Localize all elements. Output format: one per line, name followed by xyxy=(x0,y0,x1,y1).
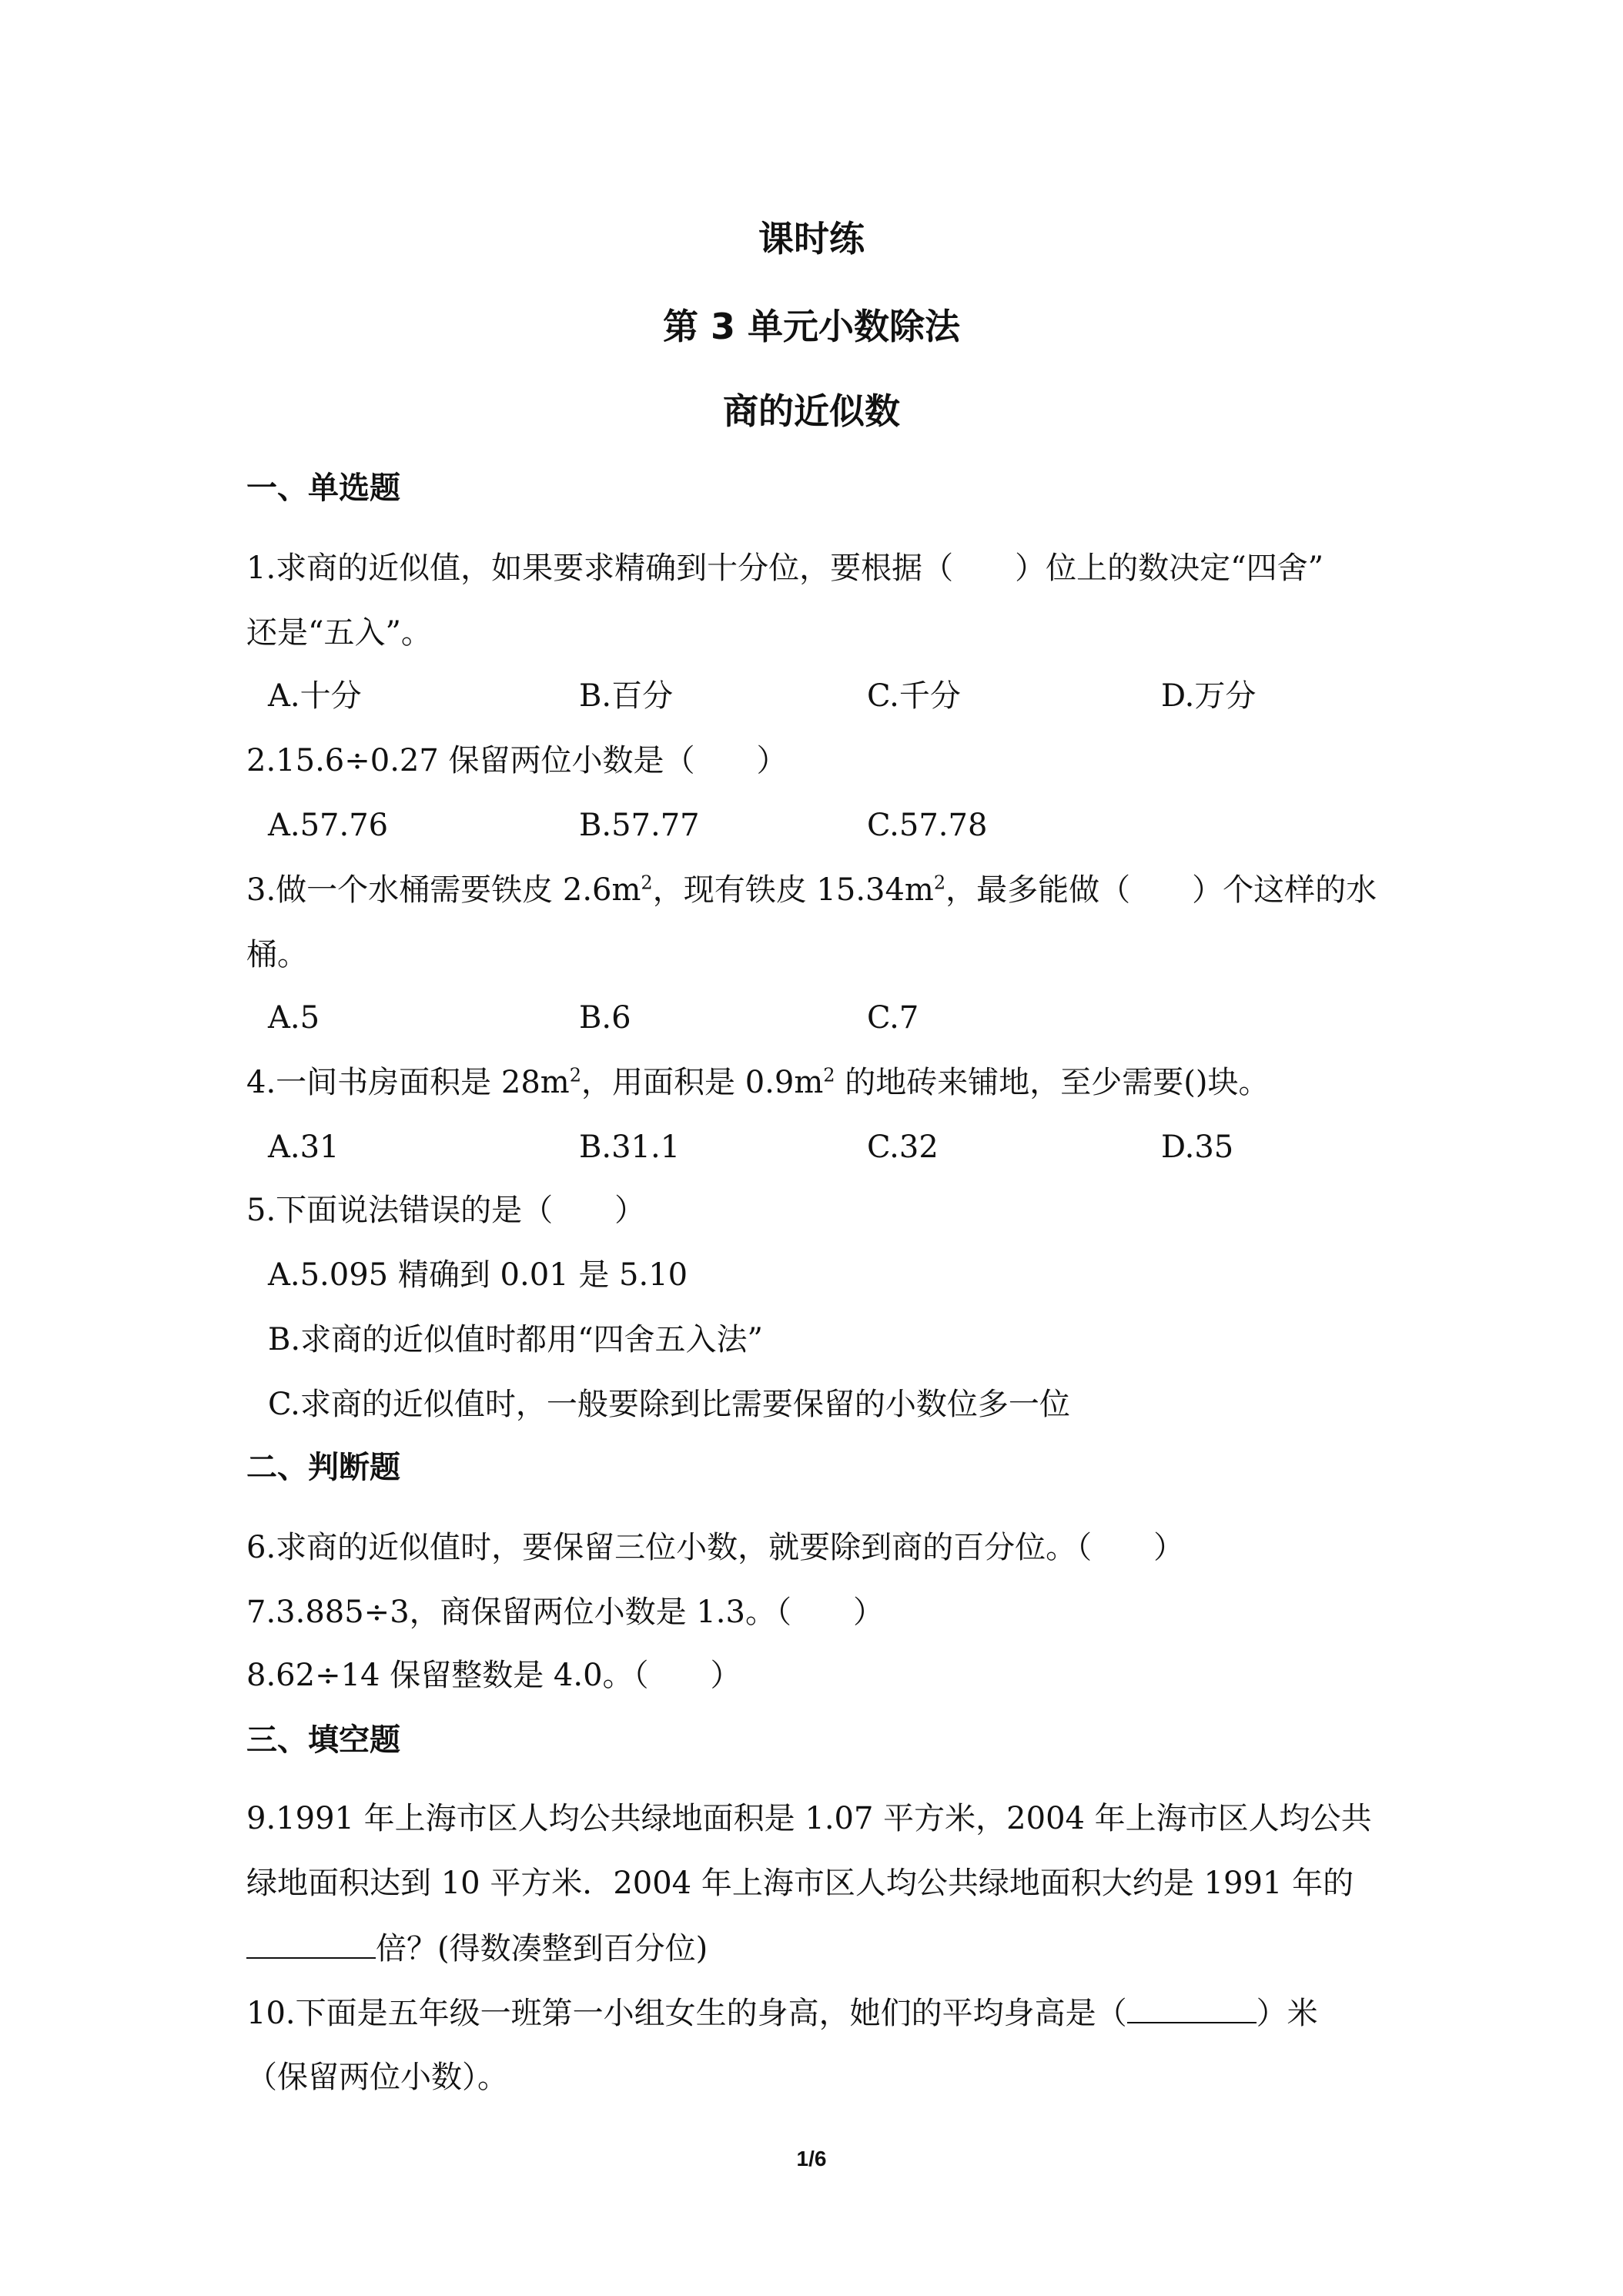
option-d[interactable]: D.万分 xyxy=(1161,678,1257,714)
question-3-line-2: 桶。 xyxy=(246,937,308,972)
option-b[interactable]: B.57.77 xyxy=(579,808,700,843)
answer-blank[interactable] xyxy=(1127,1991,1257,2023)
option-b[interactable]: B.6 xyxy=(579,1000,631,1036)
option-d[interactable]: D.35 xyxy=(1161,1130,1234,1165)
question-10-line-1: 10.下面是五年级一班第一小组女生的身高，她们的平均身高是（ ）米 xyxy=(246,1991,1318,2035)
option-c[interactable]: C.57.78 xyxy=(867,808,988,843)
question-6: 6.求商的近似值时，要保留三位小数，就要除到商的百分位。（ ） xyxy=(246,1530,1185,1565)
question-1-line-2: 还是“五入”。 xyxy=(246,615,432,651)
question-8: 8.62÷14 保留整数是 4.0。（ ） xyxy=(246,1658,741,1693)
question-9-line-1: 9.1991 年上海市区人均公共绿地面积是 1.07 平方米，2004 年上海市区人均公共 xyxy=(246,1801,1372,1836)
question-4-options xyxy=(268,1126,1423,1169)
option-b[interactable]: B.求商的近似值时都用“四舍五入法” xyxy=(268,1322,764,1357)
option-a[interactable]: A.5.095 精确到 0.01 是 5.10 xyxy=(268,1257,688,1293)
option-c[interactable]: C.千分 xyxy=(867,678,961,714)
section-single-choice: 一、单选题 xyxy=(246,470,400,506)
page-number: 1/6 xyxy=(796,2147,827,2170)
question-2: 2.15.6÷0.27 保留两位小数是（ ） xyxy=(246,743,788,778)
question-3-line-1: 3.做一个水桶需要铁皮 $2.6m^2$，现有铁皮 $15.34m^2$，最多能做（ ）个这样的水 xyxy=(246,872,1377,908)
option-a[interactable]: A.57.76 xyxy=(268,808,389,843)
section-fill-blank: 三、填空题 xyxy=(246,1722,400,1758)
option-b[interactable]: B.百分 xyxy=(579,678,674,714)
option-a[interactable]: A.31 xyxy=(268,1130,340,1165)
lesson-title: 商的近似数 xyxy=(723,390,900,432)
question-5: 5.下面说法错误的是（ ） xyxy=(246,1193,646,1228)
question-7: 7.3.885÷3，商保留两位小数是 1.3。（ ） xyxy=(246,1595,884,1630)
question-9-line-3: 倍？(得数凑整到百分位) xyxy=(246,1926,708,1970)
option-c[interactable]: C.32 xyxy=(867,1130,939,1165)
question-4: 4.一间书房面积是 $28m^2$，用面积是 $0.9m^2$ 的地砖来铺地，至少需要()块。 xyxy=(246,1064,1270,1100)
option-c[interactable]: C.求商的近似值时，一般要除到比需要保留的小数位多一位 xyxy=(268,1387,1070,1422)
question-3-options xyxy=(268,996,1423,1039)
unit-title: 第 3 单元小数除法 xyxy=(662,306,961,347)
option-b[interactable]: B.31.1 xyxy=(579,1130,681,1165)
answer-blank[interactable] xyxy=(246,1926,376,1959)
option-c[interactable]: C.7 xyxy=(867,1000,919,1036)
question-2-options xyxy=(268,804,1423,847)
question-10-line-2: （保留两位小数）。 xyxy=(246,2060,508,2095)
option-a[interactable]: A.十分 xyxy=(268,678,362,714)
question-1-line-1: 1.求商的近似值，如果要求精确到十分位，要根据（ ）位上的数决定“四舍” xyxy=(246,551,1324,586)
option-a[interactable]: A.5 xyxy=(268,1000,320,1036)
question-1-options xyxy=(268,674,1423,718)
question-9-line-2: 绿地面积达到 10 平方米．2004 年上海市区人均公共绿地面积大约是 1991 年的 xyxy=(246,1866,1354,1901)
section-true-false: 二、判断题 xyxy=(246,1450,400,1485)
page-title: 课时练 xyxy=(758,218,865,259)
